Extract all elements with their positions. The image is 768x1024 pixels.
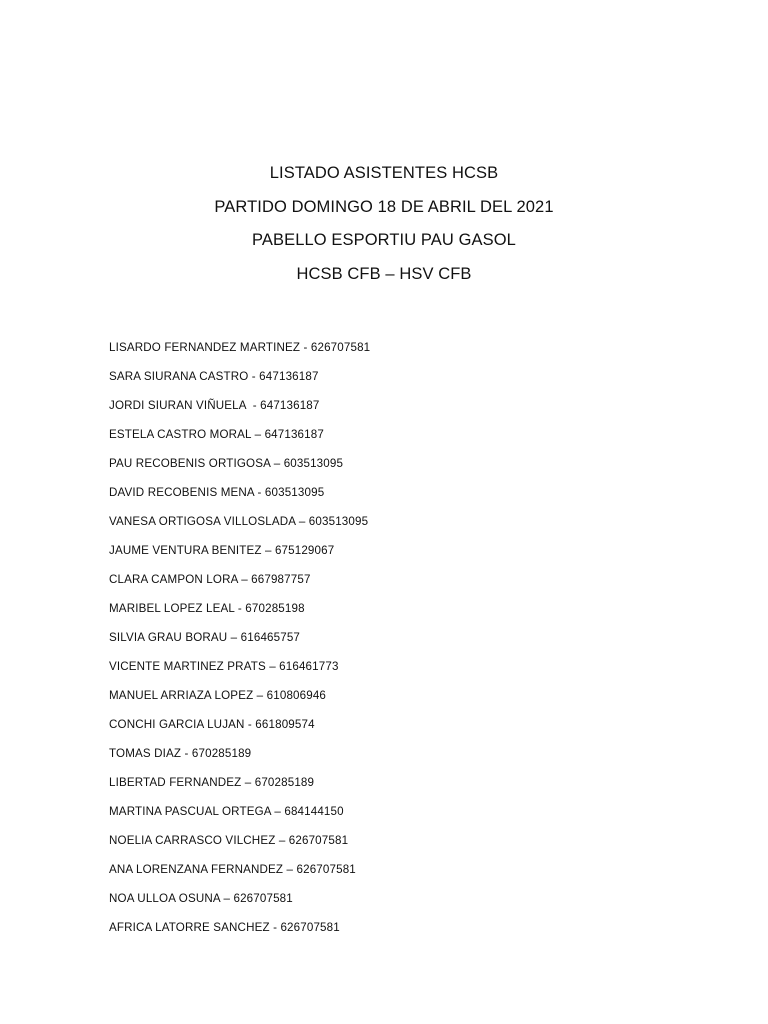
- attendee-entry: CLARA CAMPON LORA – 667987757: [109, 573, 311, 586]
- match-date: PARTIDO DOMINGO 18 DE ABRIL DEL 2021: [214, 197, 554, 216]
- attendee-entry: MANUEL ARRIAZA LOPEZ – 610806946: [109, 689, 327, 702]
- attendee-entry: NOELIA CARRASCO VILCHEZ – 626707581: [109, 834, 349, 847]
- attendee-entry: TOMAS DIAZ - 670285189: [109, 747, 252, 760]
- venue-name: PABELLO ESPORTIU PAU GASOL: [252, 231, 516, 249]
- attendee-entry: SILVIA GRAU BORAU – 616465757: [109, 631, 301, 644]
- attendee-entry: SARA SIURANA CASTRO - 647136187: [109, 370, 319, 383]
- attendee-entry: VANESA ORTIGOSA VILLOSLADA – 603513095: [109, 515, 369, 528]
- match-teams: HCSB CFB – HSV CFB: [296, 264, 472, 283]
- document-title: LISTADO ASISTENTES HCSB: [269, 164, 499, 182]
- attendee-entry: AFRICA LATORRE SANCHEZ - 626707581: [109, 921, 340, 934]
- attendee-entry: MARIBEL LOPEZ LEAL - 670285198: [109, 602, 305, 615]
- attendee-entry: LIBERTAD FERNANDEZ – 670285189: [109, 776, 315, 789]
- attendee-entry: VICENTE MARTINEZ PRATS – 616461773: [109, 660, 339, 673]
- document-header: [0, 157, 768, 291]
- attendee-entry: CONCHI GARCIA LUJAN - 661809574: [109, 718, 315, 731]
- attendee-entry: DAVID RECOBENIS MENA - 603513095: [109, 486, 325, 499]
- attendee-entry: NOA ULLOA OSUNA – 626707581: [109, 892, 293, 905]
- attendee-entry: LISARDO FERNANDEZ MARTINEZ - 626707581: [109, 341, 371, 354]
- attendee-entry: JAUME VENTURA BENITEZ – 675129067: [109, 544, 335, 557]
- attendee-entry: MARTINA PASCUAL ORTEGA – 684144150: [109, 805, 344, 818]
- attendee-list: [109, 333, 729, 942]
- attendee-entry: ESTELA CASTRO MORAL – 647136187: [109, 428, 324, 441]
- attendee-entry: PAU RECOBENIS ORTIGOSA – 603513095: [109, 457, 344, 470]
- attendee-entry: ANA LORENZANA FERNANDEZ – 626707581: [109, 863, 356, 876]
- attendee-entry: JORDI SIURAN VIÑUELA - 647136187: [109, 399, 320, 412]
